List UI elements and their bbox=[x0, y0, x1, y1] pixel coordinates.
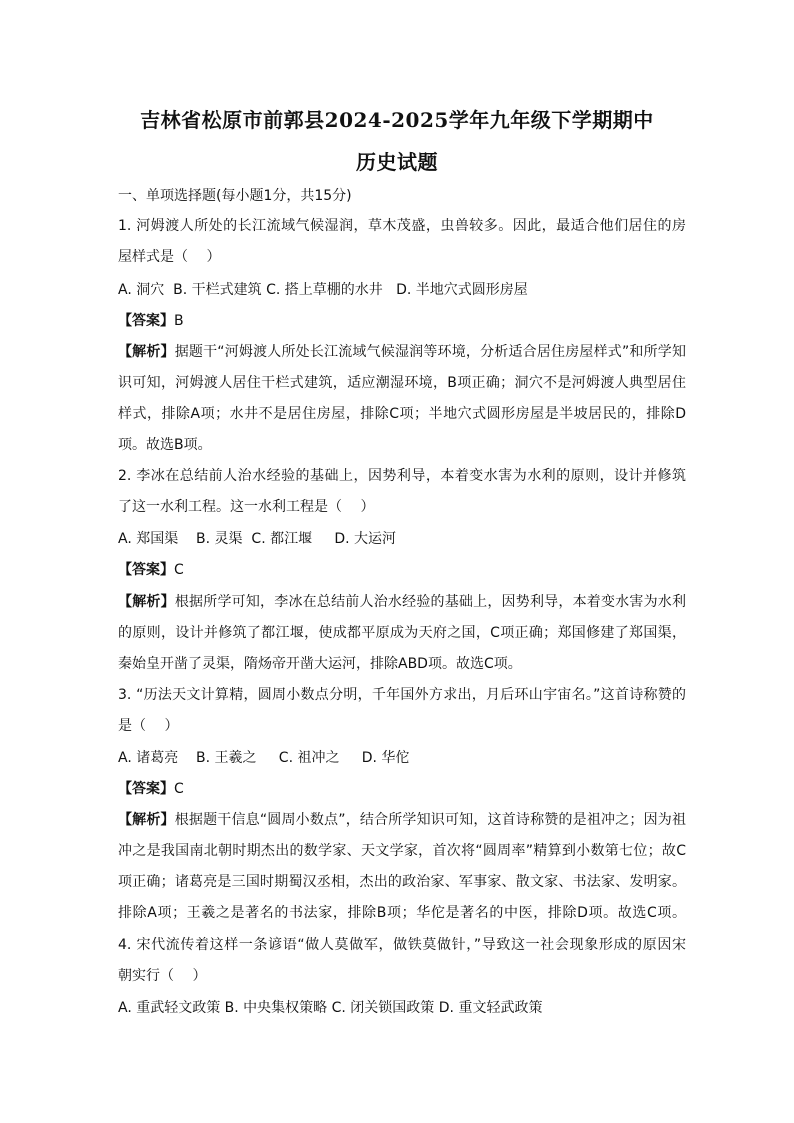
question-4-options: A. 重武轻文政策 B. 中央集权策略 C. 闭关锁国政策 D. 重文轻武政策 bbox=[118, 1000, 543, 1016]
question-3-stem-line-2: 是（ ） bbox=[118, 718, 179, 734]
question-2-analysis-line-2: 的原则，设计并修筑了都江堰，使成都平原成为天府之国，C项正确；郑国修建了郑国渠， bbox=[118, 625, 686, 641]
question-2-analysis-line-3: 秦始皇开凿了灵渠，隋炀帝开凿大运河，排除ABD项。故选C项。 bbox=[118, 656, 522, 672]
question-1-stem-line-1: 1. 河姆渡人所处的长江流域气候湿润，草木茂盛，虫兽较多。因此，最适合他们居住的房 bbox=[118, 218, 686, 234]
answer-value: B bbox=[174, 313, 184, 329]
analysis-text: 根据所学可知，李冰在总结前人治水经验的基础上，因势利导，本着变水害为水利 bbox=[174, 594, 686, 610]
analysis-text: 据题干“河姆渡人所处长江流域气候湿润等环境，分析适合居住房屋样式”和所学知 bbox=[174, 344, 686, 360]
analysis-label: 【解析】 bbox=[118, 344, 175, 360]
question-1-stem-line-2: 屋样式是（ ） bbox=[118, 249, 221, 265]
question-3-analysis-line-1 bbox=[118, 811, 686, 829]
question-2-stem-line-2: 了这一水利工程。这一水利工程是（ ） bbox=[118, 499, 375, 515]
question-2-stem-line-1: 2. 李冰在总结前人治水经验的基础上，因势利导，本着变水害为水利的原则，设计并修筑 bbox=[118, 468, 686, 484]
answer-label: 【答案】 bbox=[118, 313, 174, 329]
analysis-label: 【解析】 bbox=[118, 812, 175, 828]
question-1-analysis-line-2: 识可知，河姆渡人居住干栏式建筑，适应潮湿环境，B项正确；洞穴不是河姆渡人典型居住 bbox=[118, 375, 686, 391]
analysis-label: 【解析】 bbox=[118, 594, 175, 610]
question-1-analysis-line-3: 样式，排除A项；水井不是居住房屋，排除C项；半地穴式圆形房屋是半坡居民的，排除D bbox=[118, 406, 686, 422]
section-heading: 一、单项选择题(每小题1分，共15分) bbox=[118, 188, 352, 204]
question-3-analysis-line-3: 项正确；诸葛亮是三国时期蜀汉丞相，杰出的政治家、军事家、散文家、书法家、发明家。 bbox=[118, 874, 686, 890]
question-4-stem-line-1: 4. 宋代流传着这样一条谚语“做人莫做军，做铁莫做针，”导致这一社会现象形成的原因宋 bbox=[118, 937, 686, 953]
answer-label: 【答案】 bbox=[118, 562, 174, 578]
exam-subtitle: 历史试题 bbox=[356, 150, 438, 174]
question-1-options: A. 洞穴 B. 干栏式建筑 C. 搭上草棚的水井 D. 半地穴式圆形房屋 bbox=[118, 282, 528, 298]
question-3-analysis-line-2: 冲之是我国南北朝时期杰出的数学家、天文学家，首次将“圆周率”精算到小数第七位；故C bbox=[118, 843, 686, 859]
question-1-analysis-line-1 bbox=[118, 343, 686, 361]
question-2-analysis-line-1 bbox=[118, 593, 686, 611]
question-3-analysis-line-4: 排除A项；王羲之是著名的书法家，排除B项；华佗是著名的中医，排除D项。故选C项。 bbox=[118, 905, 686, 921]
analysis-text: 根据题干信息“圆周小数点”，结合所学知识可知，这首诗称赞的是祖冲之；因为祖 bbox=[174, 812, 686, 828]
question-3-options: A. 诸葛亮 B. 王羲之 C. 祖冲之 D. 华佗 bbox=[118, 750, 410, 766]
answer-label: 【答案】 bbox=[118, 781, 174, 797]
question-2-answer bbox=[118, 561, 686, 579]
exam-title: 吉林省松原市前郭县2024-2025学年九年级下学期期中 bbox=[140, 108, 654, 132]
question-4-stem-line-2: 朝实行（ ） bbox=[118, 968, 207, 984]
question-3-stem-line-1: 3. “历法天文计算精，圆周小数点分明，千年国外方求出，月后环山宇宙名。”这首诗称赞的 bbox=[118, 687, 686, 703]
question-1-answer bbox=[118, 312, 686, 330]
answer-value: C bbox=[174, 781, 184, 797]
answer-value: C bbox=[174, 562, 184, 578]
question-2-options: A. 郑国渠 B. 灵渠 C. 都江堰 D. 大运河 bbox=[118, 531, 397, 547]
question-1-analysis-line-4: 项。故选B项。 bbox=[118, 437, 212, 453]
question-3-answer bbox=[118, 780, 686, 798]
